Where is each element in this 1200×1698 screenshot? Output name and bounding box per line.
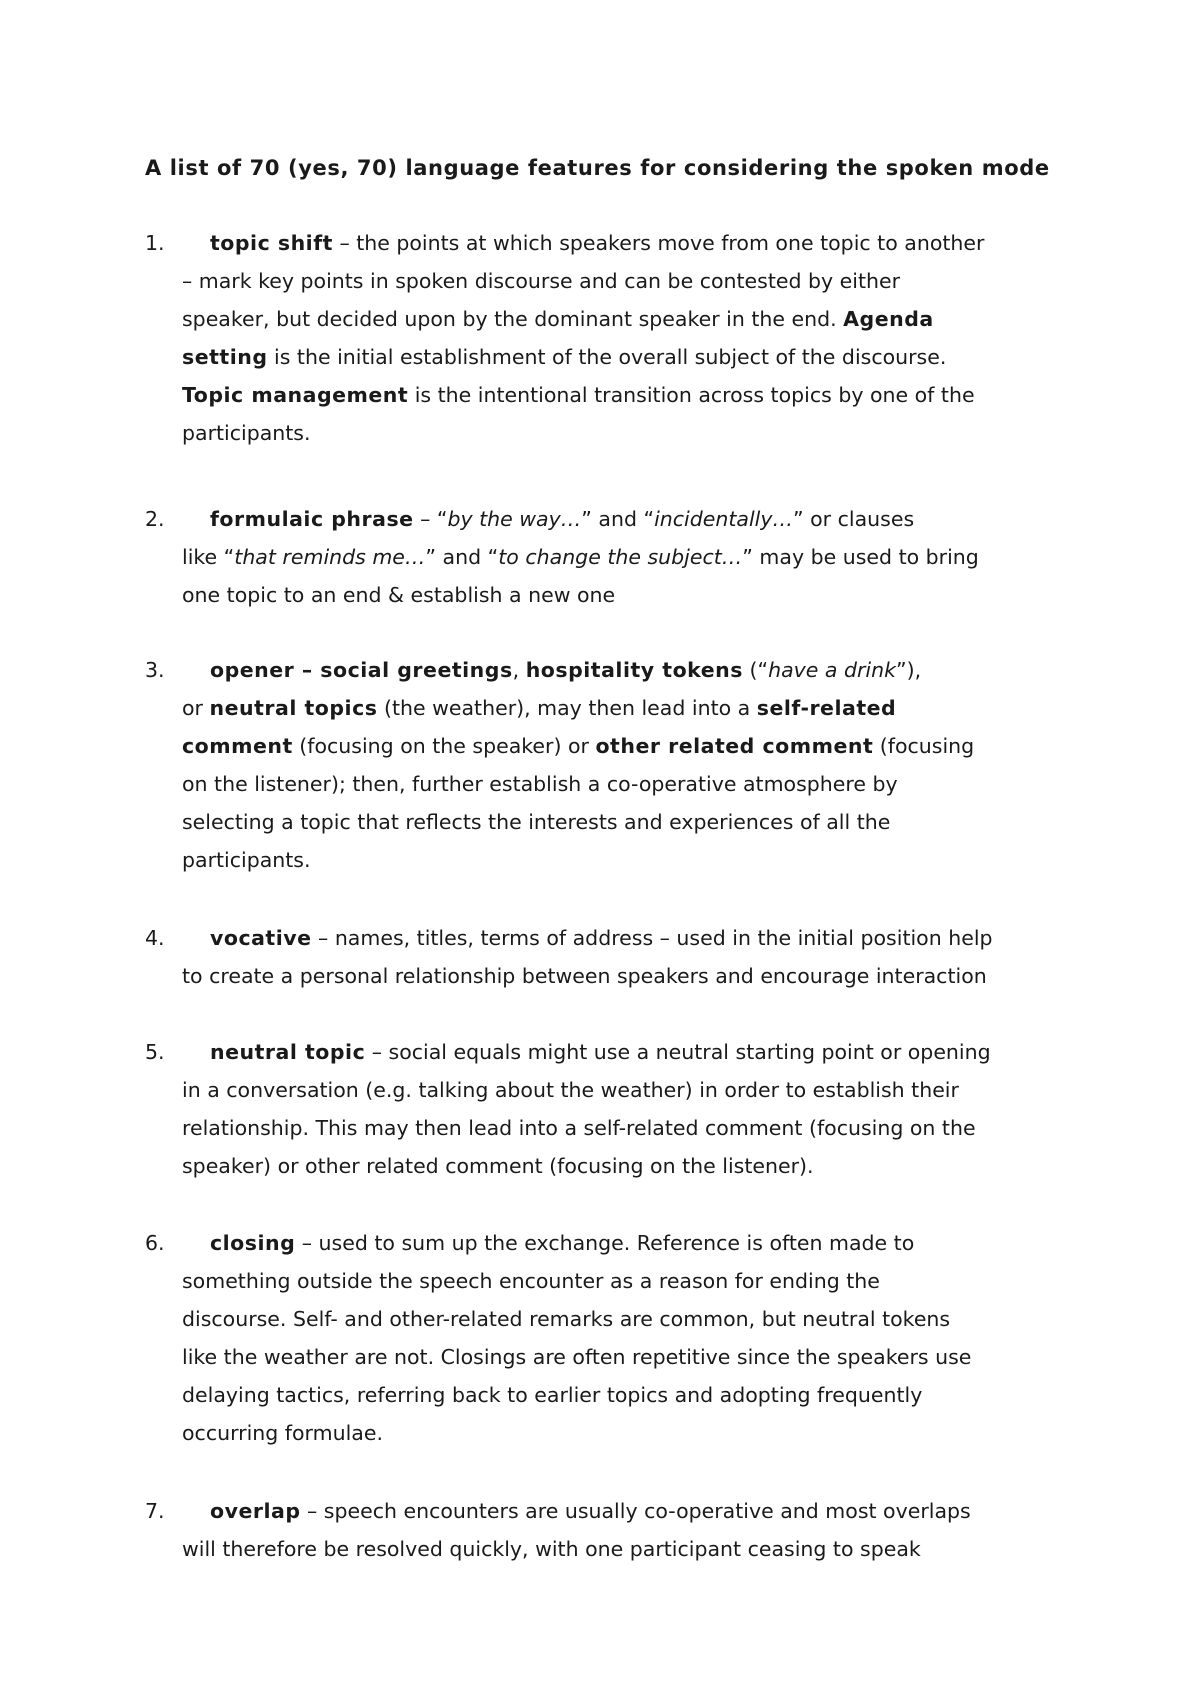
term: formulaic phrase xyxy=(210,507,414,531)
list-item xyxy=(145,1224,1065,1452)
item-number: 5. xyxy=(145,1040,165,1064)
item-text: closing – used to sum up the exchange. Reference is often made to something outside the speech encounter as a reason for ending the discourse. Self- and other-related remarks are common, but neutral tokens like the weather are not. Closings are often repetitive since the speakers use delaying tactics, referring back to earlier topics and adopting frequently occurring formulae. xyxy=(182,1231,972,1445)
term: overlap xyxy=(210,1499,301,1523)
item-number: 6. xyxy=(145,1231,165,1255)
term: setting xyxy=(182,345,268,369)
item-text: overlap – speech encounters are usually co-operative and most overlaps will therefore be resolved quickly, with one participant ceasing to speak xyxy=(182,1499,971,1561)
term: hospitality tokens xyxy=(525,658,743,682)
term: comment xyxy=(182,734,293,758)
list-item xyxy=(145,1492,1065,1568)
item-text: topic shift – the points at which speakers move from one topic to another – mark key points in spoken discourse and can be contested by either speaker, but decided upon by the dominant speaker in the end. Agenda setting is the initial establishment of the overall subject of the discourse. Topic management is the intentional transition across topics by one of the participants. xyxy=(182,231,985,445)
list-item xyxy=(145,500,1065,614)
list-item xyxy=(145,919,1065,995)
term: opener – social greetings xyxy=(210,658,513,682)
term: other related comment xyxy=(595,734,874,758)
term: neutral topic xyxy=(210,1040,366,1064)
item-number: 7. xyxy=(145,1499,165,1523)
term: topic shift xyxy=(210,231,333,255)
term: self-related xyxy=(756,696,897,720)
term: neutral topics xyxy=(209,696,378,720)
item-text: opener – social greetings, hospitality tokens (“have a drink”), or neutral topics (the weather), may then lead into a self-related comment (focusing on the speaker) or other related comment (focusing on the listener); then, further establish a co-operative atmosphere by selecting a topic that reflects the interests and experiences of all the participants. xyxy=(182,658,975,872)
item-number: 4. xyxy=(145,926,165,950)
term: vocative xyxy=(210,926,312,950)
item-number: 3. xyxy=(145,658,165,682)
item-number: 2. xyxy=(145,507,165,531)
term: Topic management xyxy=(182,383,409,407)
term: Agenda xyxy=(843,307,934,331)
item-number: 1. xyxy=(145,231,165,255)
document-title: A list of 70 (yes, 70) language features for considering the spoken mode xyxy=(145,156,1050,180)
term: closing xyxy=(210,1231,296,1255)
list-item xyxy=(145,651,1065,879)
list-item xyxy=(145,224,1065,452)
list-item xyxy=(145,1033,1065,1185)
item-text: vocative – names, titles, terms of address – used in the initial position help to create a personal relationship between speakers and encourage interaction xyxy=(182,926,993,988)
item-text: formulaic phrase – “by the way…” and “incidentally…” or clauses like “that reminds me…” and “to change the subject…” may be used to bring one topic to an end & establish a new one xyxy=(182,507,979,607)
item-text: neutral topic – social equals might use a neutral starting point or opening in a conversation (e.g. talking about the weather) in order to establish their relationship. This may then lead into a self-related comment (focusing on the speaker) or other related comment (focusing on the listener). xyxy=(182,1040,991,1178)
